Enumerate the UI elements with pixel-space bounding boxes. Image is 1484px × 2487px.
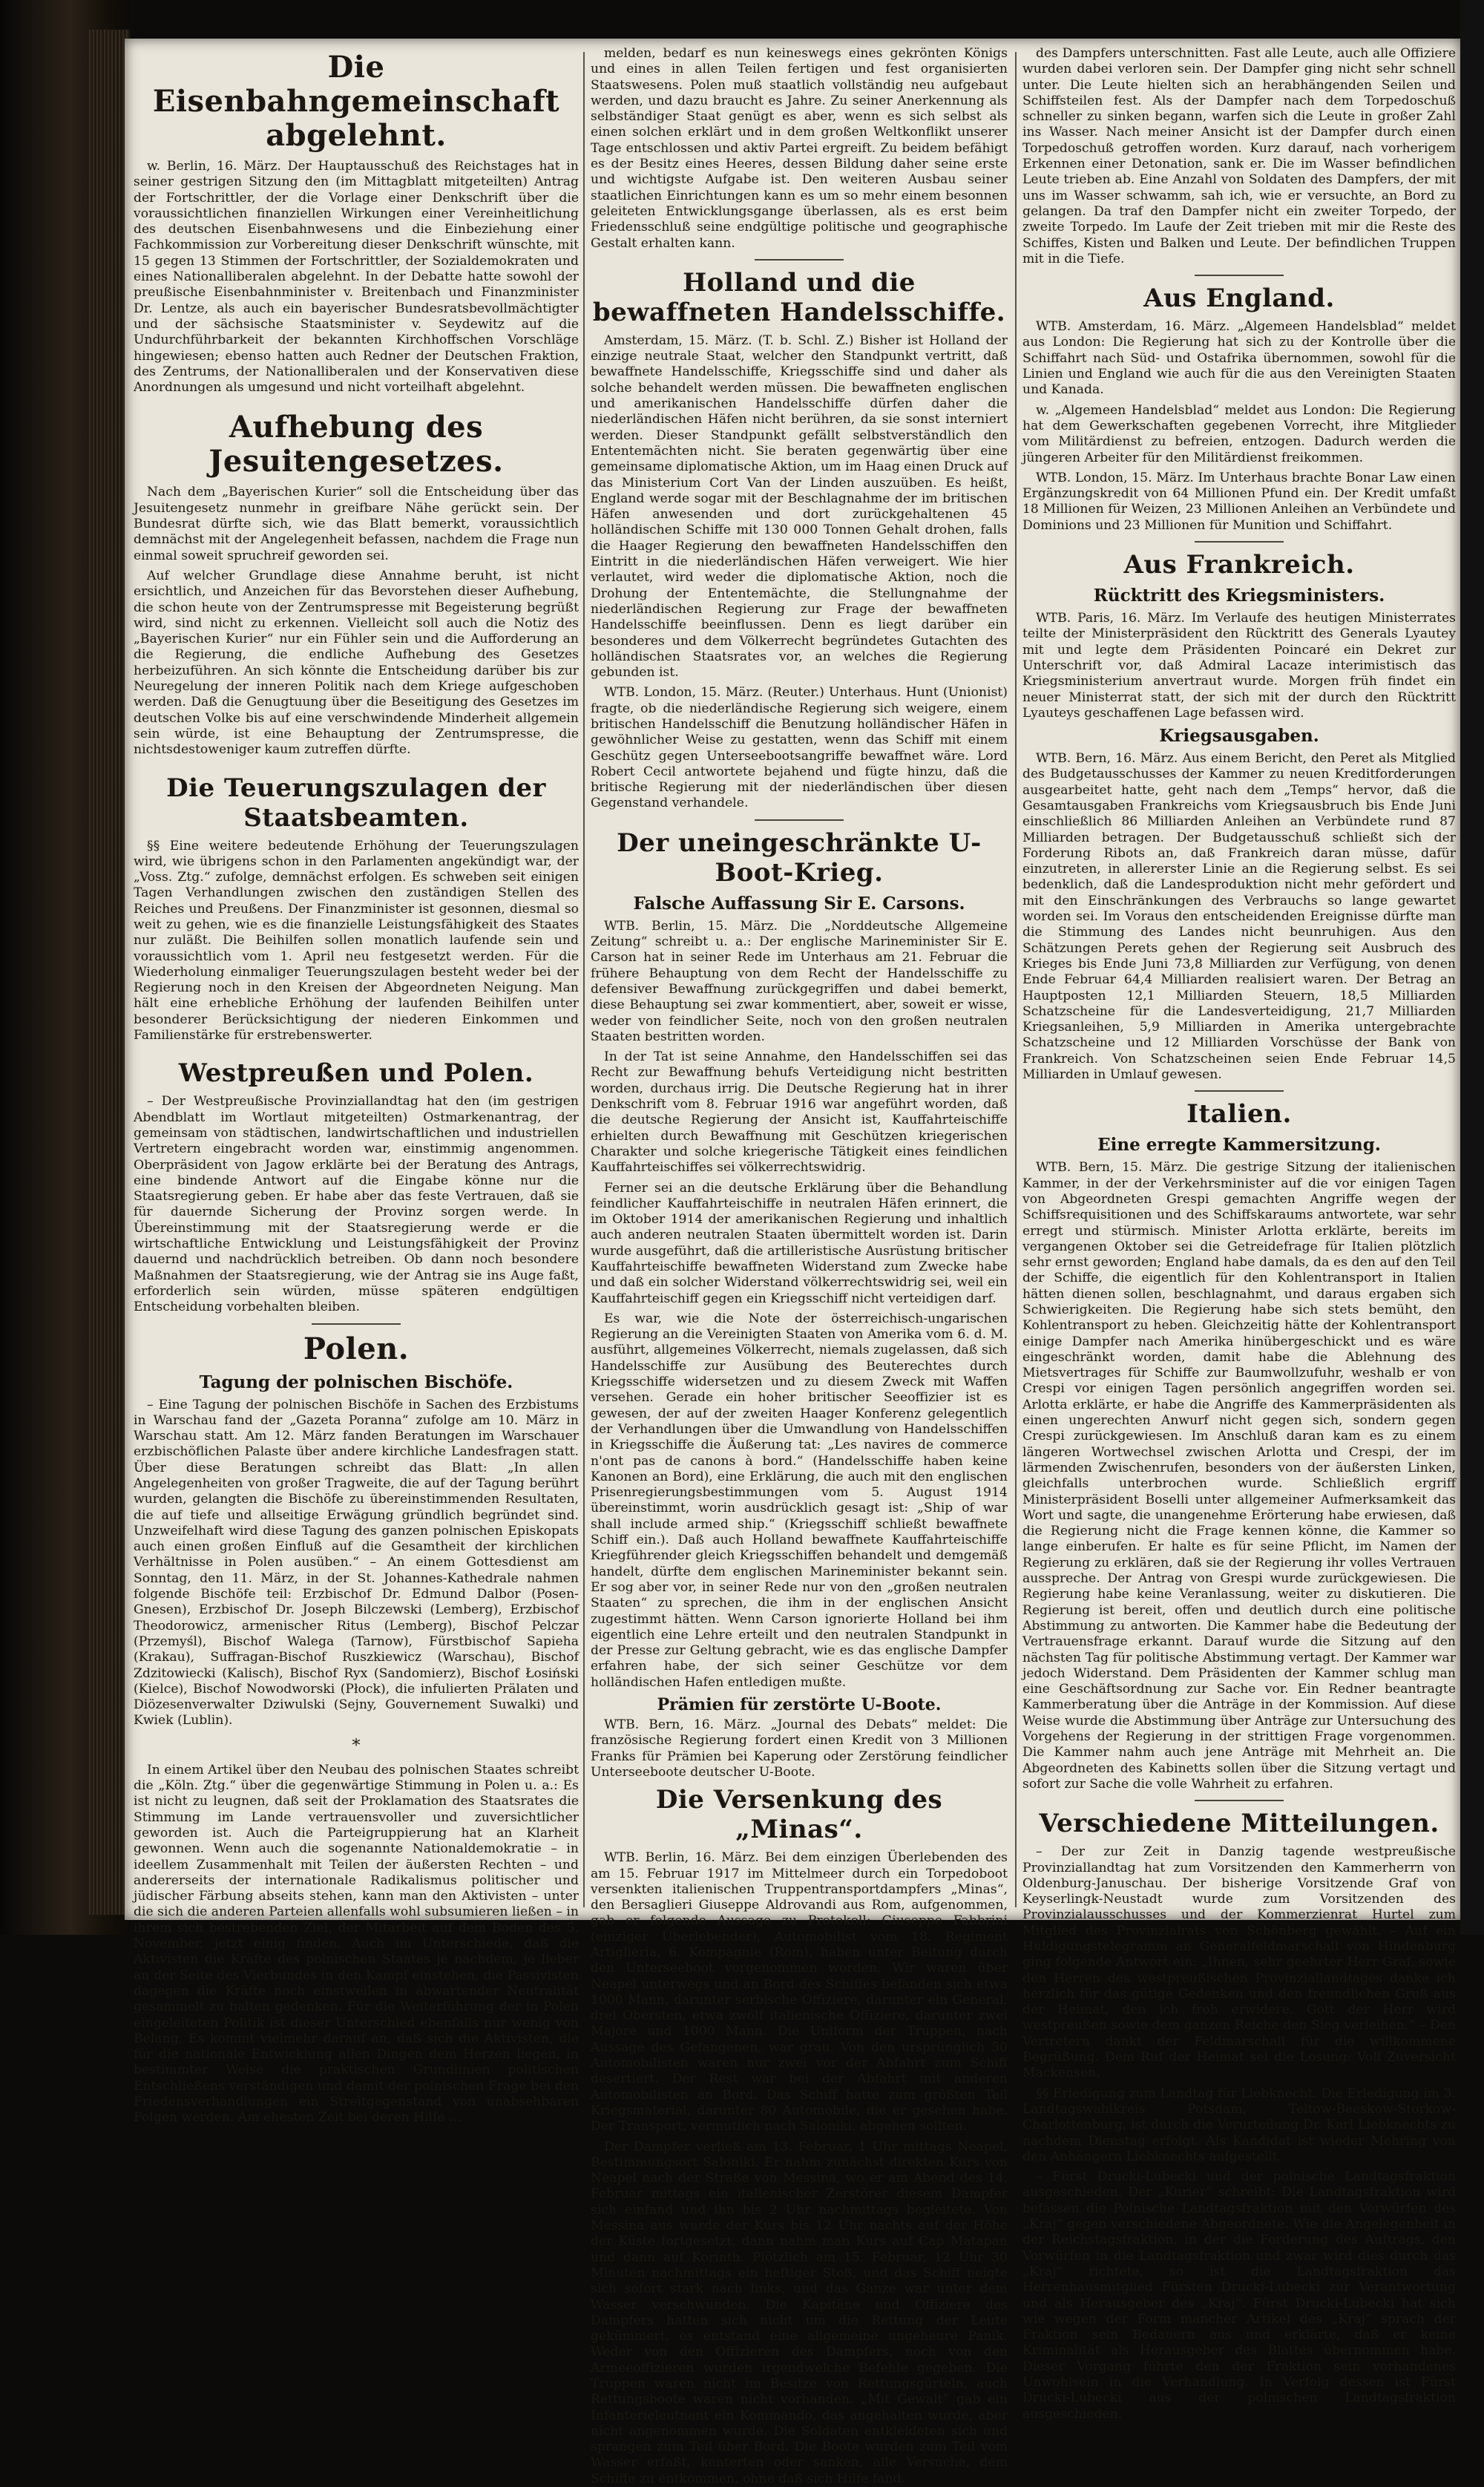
article-paragraph: Amsterdam, 15. März. (T. b. Schl. Z.) Bisher ist Holland der einzige neutrale Staat, welcher den Standpunkt vertritt, daß bewaffnete Handelsschiffe, Kriegsschiffe sind und daher als solche behandelt werden müssen. Die bewaffneten englischen und amerikanischen Handelsschiffe dürfen daher die niederländischen Häfen nicht berühren, da sie sonst interniert werden. Dieser Standpunkt gefällt selbstverständlich den Ententemächten nicht. Sie beraten gegenwärtig über eine gemeinsame diplomatische Aktion, um im Haag einen Druck auf das Ministerium Cort Van der Linden auszuüben. Es heißt, England werde sogar mit der Beschlagnahme der im britischen Häfen anwesenden und dort zurückgehaltenen 45 holländischen Schiffe mit 130 000 Tonnen Gehalt drohen, falls die Haager Regierung den bewaffneten Handelsschiffen den Eintritt in die niederländischen Häfen verweigert. Wie hier verlautet, wird weder die diplomatische Aktion, noch die Drohung der Ententemächte, die Stellungnahme der niederländischen Regierung zur Frage der bewaffneten Handelsschiffe beeinflussen. Denn es liegt darüber ein besonderes und dem Völkerrecht begründetes Gutachten des holländischen Staatsrates vor, an welches die Regierung gebunden ist. bbox=[591, 332, 1008, 681]
column-rule bbox=[583, 52, 585, 1907]
section-divider bbox=[1195, 275, 1284, 276]
headline-italien: Italien. bbox=[1186, 1099, 1292, 1130]
article-paragraph: w. „Algemeen Handelsblad“ meldet aus London: Die Regierung hat dem Gewerkschaften gegebenen Vorrecht, ihre Mitglieder vom Militärdienst zu befreien, entzogen. Dadurch werden die jüngeren Arbeiter für den Militärdienst freikommen. bbox=[1022, 402, 1456, 465]
section-divider bbox=[755, 819, 844, 821]
headline-holland: Holland und die bewaffneten Handelsschiffe. bbox=[592, 267, 1006, 327]
article-paragraph: WTB. Paris, 16. März. Im Verlaufe des heutigen Ministerrates teilte der Ministerpräsident den Rücktritt des Generals Lyautey mit und legte dem Präsidenten Poincaré ein Dekret zur Unterschrift vor, daß Admiral Lacaze interimistisch das Kriegsministerium anvertraut wurde. Morgen früh findet ein neuer Ministerrat statt, der sich mit der durch den Rücktritt Lyauteys geschaffenen Lage befassen wird. bbox=[1022, 611, 1456, 721]
section-divider bbox=[1195, 1090, 1284, 1092]
article-paragraph: WTB. Berlin, 16. März. Bei dem einzigen Überlebenden des am 15. Februar 1917 im Mittelmeer durch ein Torpedoboot versenkten italienischen Truppentransportdampfers „Minas“, den Bersaglieri Giuseppe Aldrovandi aus Rom, aufgenommen, gab er folgende Aussage zu Protokoll: Giuseppe Fabbrini (einziger Überlebender), Automobilist vom 18. Regiment Artiglieria, 6. Kompagnie (Rom), haben unter Beitung durch den Unterseeboot vorgenommen worden. Wir waren über Neapel unterwegs und an Bord des Schiffes befanden sich etwa 1000 Mann, darunter serbische Offiziere, darunter ein General, drei Obersten, etwa zwölf italienische Offiziere, darunter zwei Majore und 1000 Mann. Die Uniform der Truppen, nach Aussage des Gefangenen, war grau. Von den ursprünglich 50 Automobilisten waren nur zwei vor der Abfahrt zum Schiff desertiert. Der Rest war bei der Abfahrt mit anderen Automobilisten an Bord. Das Schiff hatte zum größten Teil Kriegsmaterial, darunter 80 Automobile, die er gesehen habe. Der Transport, vermutlich nach Saloniki, abgehen sollten. bbox=[591, 1850, 1008, 2134]
page-edges bbox=[89, 30, 130, 1915]
article-paragraph: – Der Westpreußische Provinziallandtag hat den (im gestrigen Abendblatt im Wortlaut mitgeteilten) Ostmarkenantrag, der gemeinsam von städtischen, landwirtschaftlichen und industriellen Vertretern eingebracht worden war, einstimmig angenommen. Oberpräsident von Jagow erklärte bei der Beratung des Antrags, eine bindende Antwort auf die Eingabe könne nur die Staatsregierung geben. Er habe aber das feste Vertrauen, daß sie für dauernde Sicherung der Provinz sorgen werde. In Übereinstimmung mit der Staatsregierung werde er die wirtschaftliche Entwicklung und Leistungsfähigkeit der Provinz dauernd und nachdrücklich betreiben. Ob dann noch besondere Maßnahmen der Staatsregierung, wie der Antrag sie ins Auge faßt, erforderlich sein würden, müsse späteren endgültigen Entscheidung vorbehalten bleiben. bbox=[134, 1094, 579, 1315]
headline-eisenbahngemeinschaft: Die Eisenbahngemeinschaft abgelehnt. bbox=[152, 50, 560, 153]
headline-minas: Die Versenkung des „Minas“. bbox=[655, 1785, 943, 1845]
article-paragraph: des Dampfers unterschnitten. Fast alle Leute, auch alle Offiziere wurden dabei verloren sein. Der Dampfer ging nicht sehr schnell unter. Die Leute hielten sich an herabhängenden Seilen und Schiffsteilen fest. Als der Dampfer nach dem Torpedoschuß schneller zu sinken begann, warfen sich die Leute in großer Zahl ins Wasser. Nach meiner Ansicht ist der Dampfer durch einen Torpedoschuß getroffen worden. Kurz darauf, nach vorherigem Erkennen einer Detonation, sank er. Die im Wasser befindlichen Leute trieben ab. Eine Anzahl von Soldaten des Dampfers, der mit uns im Wasser schwamm, sah ich, wie er versuchte, an Bord zu gelangen. Da traf den Dampfer nicht ein zweiter Torpedo, der zweite Torpedo. Im Laufe der Zeit trieben mit mir die Reste des Schiffes, Kisten und Balken und Leute. Der befindlichen Truppen mit in die Tiefe. bbox=[1022, 46, 1456, 266]
column-3 bbox=[1022, 46, 1456, 2422]
section-divider bbox=[755, 259, 844, 261]
article-paragraph: WTB. Bern, 15. März. Die gestrige Sitzung der italienischen Kammer, in der der Verkehrsminister auf die vor einigen Tagen von Abgeordneten Grespi gemachten Angriffe wegen der Schiffsrequisitionen und des Schiffskaraums antwortete, war sehr erregt und stürmisch. Minister Arlotta erklärte, bereits im vergangenen Oktober sei die Getreidefrage für Italien plötzlich sehr ernst geworden; England habe damals, da es den auf den Teil der Schiffe, die eigentlich für den Kohlentransport in Italien hätten dienen sollen, beschlagnahmt, und daraus ergaben sich Schwierigkeiten. Die Regierung habe sich stets bemüht, den Kohlentransport zu heben. Gleichzeitig hätte der Kohlentransport einige Dampfer nach Amerika hinübergeschickt und es wäre eingeschränkt worden, damit habe die Ablehnung des Mietsvertrages für Schiffe zur Baumwollzufuhr, weshalb er von Crespi vor einigen Tagen persönlich angegriffen worden sei. Arlotta erklärte, er habe die Angriffe des Kammerpräsidenten als einen ungerechten Anwurf nicht gegen sich, sondern gegen Crespi zurückgewiesen. Im Anschluß daran kam es zu einem längeren Wortwechsel zwischen Arlotta und Crespi, der im lärmenden Zwischenrufen, besonders von der äußersten Linken, gleichfalls unterbrochen wurde. Schließlich ergriff Ministerpräsident Boselli unter allgemeiner Aufmerksamkeit das Wort und sagte, die unangenehme Erörterung habe erwiesen, daß die Regierung nicht die Frage kennen könne, die Kammer so lange einberufen. Er halte es für seine Pflicht, im Namen der Regierung zu erklären, daß sie der Regierung ihr volles Vertrauen ausspreche. Der Antrag von Grespi wurde zurückgewiesen. Die Regierung habe keine Veranlassung, weiter zu diskutieren. Die Regierung ist bereit, offen und deutlich durch eine politische Abstimmung zu antworten. Die Kammer habe die Bedeutung der Vertrauensfrage erkannt. Darauf wurde die Sitzung auf den nächsten Tag für politische Abstimmung vertagt. Der Kammer war jedoch Widerstand. Dem Präsidenten der Kammer schlug man eine Geschäftsordnung zur Sache vor. Ein Redner beantragte Kammerberatung über die Anträge in der Kommission. Auf diese Weise wurde die Abstimmung über Anträge zur Untersuchung des Vorgehens der Regierung in der strittigen Frage vorgenommen. Die Kammer nahm auch jene Anträge mit Mehrheit an. Die Abgeordneten des Kabinetts sollen über die Sitzung vertagt und sofort zur Sache die volle Wahrheit zu erfahren. bbox=[1022, 1160, 1456, 1792]
article-paragraph: Der Dampfer verließ am 13. Februar, 1 Uhr mittags Neapel, Bestimmungsort Saloniki. Er nahm zunächst direkten Kurs von Neapel nach der Straße von Messina, wo er am Abend des 14. Februar mittags ein italienischer Zerstörer diesem Dampfer sich einfand und ihn bis 2 Uhr nachmittags begleitete. Von Messina aus wurde der Kurs bis 12 Uhr nachts auf der Höhe der Küste fortgesetzt, dann nahm man Kurs auf Cap Matapan und dann auf Korinth. Plötzlich am 15. Februar, 12 Uhr 30 Minuten nachmittags ein heftiger Stoß, und das Schiff neigte sich sofort stark nach links, und das Ganze war unter dem Wasser verschwunden. Die Kapitäne und Offiziere des Dampfers hatten sich nicht um die Rettung der Leute gekümmert, es entstand eine allgemeine ungeheure Panik. Weder von den Offizieren des Dampfers, noch von den Armeeoffizieren wurden irgendwelche Befehle gegeben. Die Truppen waren nicht im Besitze von Rettungsgürteln, auch Rettungsboote waren nicht vorhanden. „Mit Gewalt“ gab ein Infanterieleutnant ein Kommando, das angehalten wurde, aber nicht angenommen wurde. Die Soldaten entkleideten sich und sprangen zum Teil über Bord. Die Boote wurden zum Teil vom Wasser erfaßt, kenterten oder sanken, alle Versuche, dem Schiffe zu entkommen, ohne daß sich Hilfe fand. bbox=[591, 2139, 1008, 2486]
separator-star: * bbox=[352, 1736, 361, 1755]
article-paragraph: w. Berlin, 16. März. Der Hauptausschuß des Reichstages hat in seiner gestrigen Sitzung den (im Mittagblatt mitgeteilten) Antrag der Fortschrittler, der die Vorlage einer Denkschrift über die voraussichtlichen finanziellen Wirkungen einer Vereinheitlichung des deutschen Eisenbahnwesens und die Einbeziehung einer Fachkommission zur Vorbereitung dieser Denkschrift wünschte, mit 15 gegen 13 Stimmen der Fortschrittler, der Sozialdemokraten und eines Nationalliberalen abgelehnt. In der Debatte hatte sowohl der preußische Eisenbahnminister v. Breitenbach und Finanzminister Dr. Lentze, als auch ein bayerischer Bundesratsbevollmächtigter und der sächsische Staatsminister v. Seydewitz auf die Undurchführbarkeit der bekannten Kirchhoffschen Vorschläge hingewiesen; ebenso hatten auch Redner der Deutschen Fraktion, des Zentrums, der Nationalliberalen und der Konservativen diese Anordnungen als umgesund und nicht vorteilhaft abgelehnt. bbox=[134, 159, 579, 396]
headline-frankreich: Aus Frankreich. bbox=[1123, 550, 1355, 580]
headline-england: Aus England. bbox=[1143, 284, 1335, 314]
article-paragraph: WTB. London, 15. März. (Reuter.) Unterhaus. Hunt (Unionist) fragte, ob die niederländische Regierung sich weigere, einem britischen Handelsschiff die Benutzung holländischer Häfen in gewöhnlicher Weise zu gestatten, wenn das Schiff mit einem Geschütz gegen Unterseebootsangriffe bewaffnet wäre. Lord Robert Cecil antwortete bejahend und fügte hinzu, daß die britische Regierung mit der niederländischen über diesen Gegenstand verhandele. bbox=[591, 685, 1008, 811]
article-paragraph: WTB. Bern, 16. März. „Journal des Debats“ meldet: Die französische Regierung fordert einen Kredit von 3 Millionen Franks für Prämien bei Kaperung oder Zerstörung feindlicher Unterseeboote deutscher U-Boote. bbox=[591, 1717, 1008, 1780]
newspaper-page bbox=[125, 39, 1460, 2486]
headline-polen: Polen. bbox=[303, 1331, 410, 1366]
headline-mitteilungen: Verschiedene Mitteilungen. bbox=[1039, 1809, 1439, 1839]
section-divider bbox=[1195, 1800, 1284, 1801]
article-paragraph: WTB. London, 15. März. Im Unterhaus brachte Bonar Law einen Ergänzungskredit von 64 Millionen Pfund ein. Der Kredit umfaßt 18 Millionen für Weizen, 23 Millionen Anleihen an Verbündete und Dominions und 23 Millionen für Munition und Schiffahrt. bbox=[1022, 470, 1456, 533]
subheadline-carson: Falsche Auffassung Sir E. Carsons. bbox=[633, 893, 965, 914]
column-2 bbox=[591, 46, 1008, 2486]
headline-teuerungszulagen: Die Teuerungszulagen der Staatsbeamten. bbox=[166, 773, 546, 833]
article-paragraph: WTB. Amsterdam, 16. März. „Algemeen Handelsblad“ meldet aus London: Die Regierung hat sich zu der Kontrolle über die Schiffahrt nach Süd- und Ostafrika übernommen, sowohl für die Linien und England wie auch für die aus den Vereinigten Staaten und Kanada. bbox=[1022, 319, 1456, 398]
headline-uboot-krieg: Der uneingeschränkte U-Boot-Krieg. bbox=[617, 828, 982, 888]
article-paragraph: WTB. Berlin, 15. März. Die „Norddeutsche Allgemeine Zeitung“ schreibt u. a.: Der englische Marineminister Sir E. Carson hat in seiner Rede im Unterhaus am 21. Februar die frühere Behauptung von dem Recht der Handelsschiffe zu defensiver Bewaffnung zurückgegriffen und dabei bemerkt, diese Behauptung sei zwar kommentiert, aber, soweit er wisse, weder von feindlicher Seite, noch von den großen neutralen Staaten bestritten worden. bbox=[591, 918, 1008, 1044]
article-paragraph: Ferner sei an die deutsche Erklärung über die Behandlung feindlicher Kauffahrteischiffe in neutralen Häfen erinnert, die im Oktober 1914 der amerikanischen Regierung und inhaltlich auch anderen neutralen Staaten übermittelt worden ist. Darin wurde ausgeführt, daß die artilleristische Ausrüstung britischer Kauffahrteischiffe bewaffneten Widerstand zum Zwecke habe und daß ein solcher Widerstand völkerrechtswidrig sei, weil ein Kauffahrteischiff gegen ein Kriegsschiff nicht verteidigen darf. bbox=[591, 1180, 1008, 1306]
article-paragraph: Nach dem „Bayerischen Kurier“ soll die Entscheidung über das Jesuitengesetz nunmehr in greifbare Nähe gerückt sein. Der Bundesrat dürfte sich, wie das Blatt bemerkt, voraussichtlich demnächst mit der Angelegenheit befassen, nachdem die Frage nun einmal soweit spruchreif geworden sei. bbox=[134, 485, 579, 563]
article-paragraph: §§ Eine weitere bedeutende Erhöhung der Teuerungszulagen wird, wie übrigens schon in den Parlamenten angekündigt war, der „Voss. Ztg.“ zufolge, demnächst erfolgen. Es schweben seit einigen Tagen Verhandlungen zwischen den zuständigen Stellen des Reiches und Preußens. Der Finanzminister ist gesonnen, diesmal so weit zu gehen, wie es die finanzielle Leistungsfähigkeit des Staates nur zuläßt. Die Beihilfen sollen monatlich laufende sein und voraussichtlich vom 1. April neu festgesetzt werden. Für die Wiederholung einmaliger Teuerungszulagen besteht weder bei der Regierung noch in den Kreisen der Abgeordneten Neigung. Man hält eine erhebliche Erhöhung der laufenden Beihilfen unter besonderer Berücksichtigung der niederen Einkommen und Familienstärke für erstrebenswerter. bbox=[134, 838, 579, 1043]
article-paragraph: – Fürst Drucki-Lubecki und der polnische Landtagsfraktion ausgeschieden. Der „Kurier“ schreibt: Die Landtagsfraktion wird befassen die Polnische Landtagsfraktion mit den Vorwürfen des „Kraj“ gegen verschiedene Abgeordnete. Wie die Angelegenheit in der Reichstagsfraktion, in der die Forderung des Auftrags, den Vorwürfen in die Landtagsfraktion und zwar wird dies durch das „Kraj“ richtete, so ist die Landtagsfraktion das Herrenhausmitglied Fürsten Drucki-Lubecki zur Verantwortung und als Herausgeber des „Kraj“. Fürst Drucki-Lubecki hat sich wie wegen der Form mancher Artikel des „Kraj“ sprach der Fraktion sein Bedauern aus und erklärte, daß er keine Kriminalität als Herausgeber des Blattes übernommen habe. Dieser Vorgang führte den der Fraktion sein vorhandenes Unwohlsein in die Verhandlung. In Verfolg dessen ist Fürst Drucki-Lubecki aus der polnischen Landtagsfraktion ausgeschieden. bbox=[1022, 2169, 1456, 2422]
subheadline-bischoefe: Tagung der polnischen Bischöfe. bbox=[199, 1372, 513, 1392]
article-paragraph: In der Tat ist seine Annahme, den Handelsschiffen sei das Recht zur Bewaffnung behufs Verteidigung nicht bestritten worden, durchaus irrig. Die Deutsche Regierung hat in ihrer Denkschrift vom 8. Februar 1916 war angeführt worden, daß die deutsche Regierung der Ansicht ist, Kauffahrteischiffe erhielten durch Bewaffnung mit Geschützen kriegerischen Charakter und solche kriegerische Tätigkeit eines feindlichen Kauffahrteischiffes sei völkerrechtswidrig. bbox=[591, 1049, 1008, 1176]
article-paragraph: Auf welcher Grundlage diese Annahme beruht, ist nicht ersichtlich, und Anzeichen für das Bevorstehen dieser Aufhebung, die schon heute von der Zentrumspresse mit Begeisterung begrüßt wird, sind nicht zu erkennen. Vielleicht soll auch die Notiz des „Bayerischen Kurier“ nur ein Fühler sein und die Aufforderung an die Regierung, die endliche Aufhebung des Gesetzes herbeizuführen. An sich könnte die Entscheidung darüber bis zur Neuregelung der inneren Politik nach dem Kriege aufgeschoben werden. Daß die Genugtuung über die Beseitigung des Gesetzes im deutschen Volke bis auf eine verschwindende Minderheit allgemein sein würde, ist eine Behauptung der Zentrumspresse, die nichtsdestoweniger kaum zutreffen dürfte. bbox=[134, 568, 579, 758]
adjacent-page-edge bbox=[1460, 0, 1484, 1935]
subheadline-kriegsausgaben: Kriegsausgaben. bbox=[1159, 726, 1319, 747]
column-1 bbox=[134, 46, 579, 2126]
article-paragraph: – Der zur Zeit in Danzig tagende westpreußische Provinziallandtag hat zum Vorsitzenden den Kammerherrn von Oldenburg-Januschau. Der bisherige Vorsitzende Graf von Keyserlingk-Neustadt wurde zum Vorsitzenden des Provinzialausschusses und der Kommerzienrat Hurtel zum Mitglied des Provinzialrats von Schönberg gewählt. – Auf ein Huldigungstelegramm an Generalfeldmarschall von Hindenburg ging folgende Antwort ein: „Ihnen, sehr geehrter Herr Graf, sowie den Herren des westpreußischen Provinziallandtages danke ich herzlich für das gütige Gedenken und den freundlichen Gruß aus der Heimat, den ich froh erwidere. Gott der Herr wird westpreußen sowie dem ganzen Reiche den Sieg verleihen.“ – Den Vertretern dankt der Feldmarschall für die willkommene Begrüßung. Dem Ruf der Heimat sei die Losung: Voll Zuversicht Mackensen. bbox=[1022, 1844, 1456, 2081]
headline-jesuitengesetz: Aufhebung des Jesuitengesetzes. bbox=[209, 410, 504, 479]
subheadline-kammersitzung: Eine erregte Kammersitzung. bbox=[1097, 1135, 1381, 1156]
section-divider bbox=[312, 1323, 401, 1325]
article-paragraph: Es war, wie die Note der österreichisch-ungarischen Regierung an die Vereinigten Staaten von Amerika vom 6. d. M. ausführt, allgemeines Völkerrecht, niemals zugelassen, daß sich Handelsschiffe zur Ausübung des Beuterechtes durch Kriegsschiffe widersetzen und zu diesem Zweck mit Waffen versehen. Gerade ein hoher britischer Seeoffizier ist es gewesen, der auf der zweiten Haager Konferenz gelegentlich der Verhandlungen über die Umwandlung von Handelsschiffen in Kriegsschiffe die Äußerung tat: „Les navires de commerce n'ont pas de canons à bord.“ (Handelsschiffe haben keine Kanonen an Bord), eine Erklärung, die auch mit den englischen Prisenregierungsbestimmungen vom 5. August 1914 übereinstimmt, worin ausdrücklich gesagt ist: „Ship of war shall include armed ship.“ (Kriegsschiff schließt bewaffnete Schiff ein.). Daß auch Holland bewaffnete Kauffahrteischiffe Kriegführender gleich Kriegsschiffen behandelt und demgemäß handelt, dürfte dem englischen Marineminister bekannt sein. Er sog aber vor, in seiner Rede nur von den „großen neutralen Staaten“ zu sprechen, die ihm in der englischen Ansicht zugestimmt hätten. Wenn Carson ignorierte Holland bei ihm eigentlich eine Lehre erteilt und den neutralen Standpunkt in der Presse zur Geltung gebracht, wie es das englische Dampfer erfahren habe, der sich seiner Geschütze vor dem holländischen Hafen entledigen mußte. bbox=[591, 1311, 1008, 1690]
headline-westpreussen: Westpreußen und Polen. bbox=[178, 1058, 534, 1089]
headline-praemien: Prämien für zerstörte U-Boote. bbox=[657, 1695, 942, 1715]
subheadline-ruecktritt: Rücktritt des Kriegsministers. bbox=[1093, 586, 1385, 606]
article-paragraph: In einem Artikel über den Neubau des polnischen Staates schreibt die „Köln. Ztg.“ über die gegenwärtige Stimmung in Polen u. a.: Es ist nicht zu leugnen, daß seit der Proklamation des Staatsrates die Stimmung im Lande vertrauensvoller und zuversichtlicher geworden ist. Auch die Parteigruppierung hat an Klarheit gewonnen. Wenn auch die sogenannte Nationaldemokratie – in ideellem Zusammenhalt mit Teilen der äußersten Rechten – und andererseits der internationale Radikalismus politischer und jüdischer Färbung abseits stehen, kann man den Aktivisten – unter die sich die anderen Parteien allenfalls wohl subsumieren ließen – in ihrem sich bestrebenden Ziel, der Mitarbeit auf dem Boden des 5. November, jetzt einig finden. Auch im Unterschiede, daß die Aktivisten die Kräfte des polnischen Staates je nachdem, je lieber an der Seite des Vierbundes in den Kampf einstehen, die Passivisten dagegen die Kräfte noch einstweilen in abwartender Neutralität gesammelt zu halten gedenken. Für die Weiterführung der in Polen eingeleiteten Politik ist dieser Unterschied ebenfalls nur wenig von Belang. Es kommt vielmehr darauf an, daß sich die Aktivisten, die für die nationale Entwicklung allen Dingen dem Herzen liegen, in bestimmter Weise die praktischen Grundlinien politischen Entschließens verständigen und damit der polnischen Frage bei den Friedensverhandlungen ein Streitgegenstand von unabsehbaren Folgen werden. Am ehesten Zeit bei deren Hilfe ... bbox=[134, 1762, 579, 2126]
column-rule bbox=[1015, 52, 1017, 1907]
article-paragraph: melden, bedarf es nun keineswegs eines gekrönten Königs und eines in allen Teilen fertigen und fest organisierten Staatswesens. Polen muß staatlich vollständig neu aufgebaut werden, und dazu braucht es Jahre. Zu seiner Anerkennung als selbständiger Staat genügt es aber, wenn es sich selbst als einen solchen erklärt und in dem großen Weltkonflikt unserer Tage entschlossen und aktiv Partei ergreift. Zu beidem befähigt es der Besitz eines Heeres, dessen Bildung daher seine erste und wichtigste Aufgabe ist. Den weiteren Ausbau seiner staatlichen Einrichtungen kann es um so mehr einem besonnen geleiteten Entwicklungsgange überlassen, als es erst beim Friedensschluß seine endgültige politische und geographische Gestalt erhalten kann. bbox=[591, 46, 1008, 251]
article-paragraph: §§ Erledigung zum Landtag für Liebknecht. Die Erledigung im 3. Landtagswahlkreis Potsdam, Teltow-Beeskow-Storkow-Charlottenburg, ist durch die Verurteilung Dr. Karl Liebknechts zu nachdem Dienstag erfolgt. Als Kandidat ist wieder Mehring von den Anhängern Liebknechts aufgestellt. bbox=[1022, 2085, 1456, 2164]
article-paragraph: WTB. Bern, 16. März. Aus einem Bericht, den Peret als Mitglied des Budgetausschusses der Kammer zu neuen Kreditforderungen ausgearbeitet hatte, geht nach dem „Temps“ hervor, daß die Gesamtausgaben Frankreichs vom Kriegsausbruch bis Ende Juni einschließlich 86 Milliarden Anleihen an Verbündete rund 87 Milliarden betragen. Der Budgetausschuß schließt sich der Forderung Ribots an, daß Frankreich daran müsse, dafür einzutreten, in allererster Linie an die Regierung selbst. Es sei bedenklich, daß die Landesproduktion nicht mehr gefördert und mit den Einschränkungen des Verbrauchs so lange gewartet worden sei. Im Voraus den entscheidenden Ereignisse dürfte man die Stimmung des Landes nicht beunruhigen. Aus den Schätzungen Perets gehen der Regierung seit Ausbruch des Krieges bis Ende Juni 73,8 Milliarden zur Verfügung, von denen Ende Februar 64,4 Milliarden realisiert waren. Der Betrag an Hauptposten 12,1 Milliarden Steuern, 18,5 Milliarden Schatzscheine für die Landesverteidigung, 21,7 Milliarden Kriegsanleihen, 5,9 Milliarden in Amerika untergebrachte Schatzscheine und 12 Milliarden Vorschüsse der Bank von Frankreich. Von Schatzscheinen seien Ende Februar 14,5 Milliarden in Umlauf gewesen. bbox=[1022, 751, 1456, 1083]
article-paragraph: – Eine Tagung der polnischen Bischöfe in Sachen des Erzbistums in Warschau fand der „Gazeta Poranna“ zufolge am 10. März in Warschau statt. Am 12. März fanden Beratungen im Warschauer erzbischöflichen Palaste über andere kirchliche Landesfragen statt. Über diese Beratungen schreibt das Blatt: „In allen Angelegenheiten von großer Tragweite, die auf der Tagung berührt wurden, gelangten die Bischöfe zu übereinstimmenden Resultaten, die auf tiefe und allseitige Erwägung gründlich begründet sind. Unzweifelhaft wird diese Tagung des ganzen polnischen Episkopats auch einen großen Einfluß auf die Gesamtheit der kirchlichen Verhältnisse in Polen ausüben.“ – An einem Gottesdienst am Sonntag, den 11. März, in der St. Johannes-Kathedrale nahmen folgende Bischöfe teil: Erzbischof Dr. Edmund Dalbor (Posen-Gnesen), Erzbischof Dr. Joseph Bilczewski (Lemberg), Erzbischof Theodorowicz, armenischer Ritus (Lemberg), Bischof Pelczar (Przemyśl), Bischof Walega (Tarnow), Fürstbischof Sapieha (Krakau), Suffragan-Bischof Ruszkiewicz (Warschau), Bischof Zdzitowiecki (Kalisch), Bischof Ryx (Sandomierz), Bischof Łosiński (Kielce), Bischof Nowodworski (Płock), die infulierten Prälaten und Diözesenverwalter Dziwulski (Sejny, Gouvernement Suwalki) und Kwiek (Lublin). bbox=[134, 1397, 579, 1729]
section-divider bbox=[1195, 541, 1284, 543]
